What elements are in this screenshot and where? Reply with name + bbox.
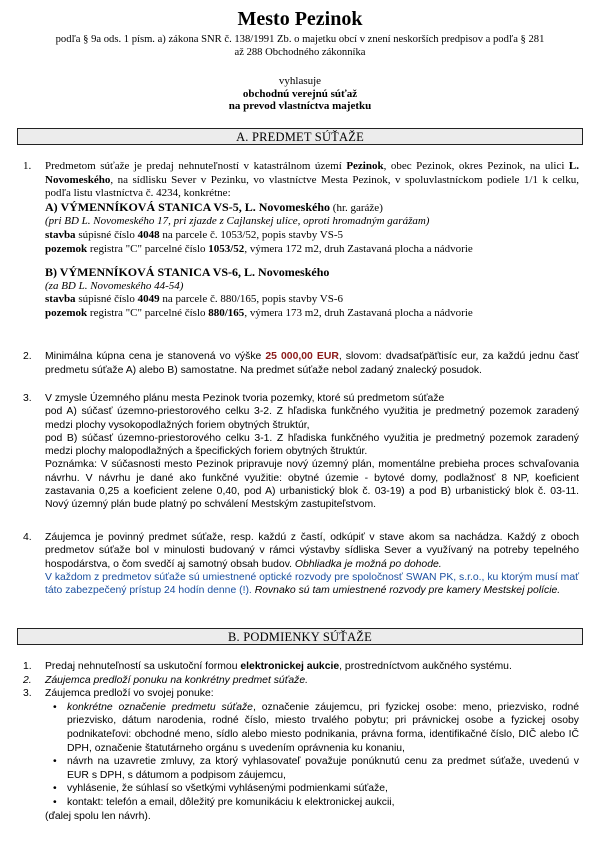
list-item [67,701,579,755]
stavba-number: 4049 [137,293,160,306]
legal-basis-line-2: až 288 Obchodného zákonníka [234,47,366,58]
item-text: Predaj nehnuteľností sa uskutoční formou [45,661,241,672]
item-number: 4. [23,532,32,543]
section-b-list [23,660,580,823]
section-a-item-3 [23,392,579,512]
section-a-item-4 [23,531,579,597]
section-b-item-1 [23,660,579,674]
zoning-note: Poznámka: V súčasnosti mesto Pezinok pripravuje nový územný plán, momentálne prebieha proces schvaľovania návrhu. V návrhu je dané ako funkčné využitie: obytné územie - bytové domy, podlažnosť 8 NP, koeficient zastavania 0,25 a koeficient zelene 0,40, pod A) urbanistický blok č. 03-19) a pod B) urbanistický blok č. 03-11. Nový územný plán bude platný po schválení Mestským zastupiteľstvom. [45,459,579,511]
property-b-location: (za BD L. Novomeského 44-54) [45,279,184,292]
bullet-text: kontakt: telefón a email, dôležitý pre komunikáciu k elektronickej aukcii, [67,796,395,808]
stavba-text: súpisné číslo [75,228,138,241]
bullet-text: vyhlásenie, že súhlasí so všetkými vyhlásenými podmienkami súťaže, [67,783,388,795]
cameras-note: Rovnako sú tam umiestnené rozvody pre kamery Mestskej polície. [251,585,561,597]
section-a-heading: A. PREDMET SÚŤAŽE [17,128,583,145]
item-number: 1. [23,661,32,672]
announce-competition: obchodnú verejnú súťaž [242,87,358,100]
list-item [67,782,579,796]
item-text: Záujemca predloží vo svojej ponuke: [45,688,214,700]
page-title: Mesto Pezinok [237,8,363,30]
property-a-heading: A) VÝMENNÍKOVÁ STANICA VS-5, L. Novomeského [45,199,331,214]
stavba-text: súpisné číslo [75,293,138,306]
pozemok-label: pozemok [45,242,88,255]
property-a-location: (pri BD L. Novomeského 17, pri zjazde z Cajlanskej ulice, oproti hromadným garážam) [45,215,430,228]
item-text: , na sídlisku Sever v Pezinku, vo vlastníctve Mesta Pezinok, v spoluvlastníckom podiele 1/1 k celku, podľa listu vlastníctva č. 4234, konkrétne: [45,173,579,200]
stavba-label: stavba [45,293,76,306]
item-number: 2. [23,351,32,362]
section-b-heading: B. PODMIENKY SÚŤAŽE [17,628,583,645]
item-number: 1. [23,160,32,172]
announce-subject: na prevod vlastníctva majetku [228,100,372,112]
auction-type: elektronickej aukcie [240,661,340,672]
zoning-b: pod B) súčasť územno-priestorového celku 3-1. Z hľadiska funkčného využitia je predmetný pozemok zaradený medzi plochy malopodlažných a špecifických foriem obytných štruktúr. [45,432,579,458]
stavba-label: stavba [45,228,76,241]
announce-verb: vyhlasuje [278,75,322,87]
item-text: Záujemca je povinný predmet súťaže, resp. každú z častí, odkúpiť v stave akom sa nachádza. Každý z oboch predmetov súťaže bol v minulosti budovaný v rámci výstavby sídliska Sever a využívaný na potreby tepelného hospodárstva, o čom svedčí aj samotný obsah budov. [45,532,579,570]
zoning-a: pod A) súčasť územno-priestorového celku 3-2. Z hľadiska funkčného využitia je predmetný pozemok zaradený medzi plochy vysokopodlažných foriem obytných štruktúr, [45,406,579,431]
inspection-note: Obhliadka je možná po dohode. [294,558,442,570]
stavba-number: 4048 [137,228,160,241]
pozemok-number: 880/165 [208,306,245,319]
pozemok-text: registra "C" parcelné číslo [87,242,209,255]
item-text: Záujemca predloží ponuku na konkrétny predmet súťaže. [45,674,309,686]
section-b-item-3 [23,687,579,701]
property-b-heading: B) VÝMENNÍKOVÁ STANICA VS-6, L. Novomeského [45,265,330,280]
street-name: L. Novomeského [45,160,580,186]
item-number: 3. [23,688,32,700]
stavba-text: na parcele č. 880/165, popis stavby VS-6 [159,293,343,306]
section-b-item-2 [23,674,579,688]
item-text: Minimálna kúpna cena je stanovená vo výške [45,351,266,362]
minimum-price: 25 000,00 EUR [265,351,339,362]
pozemok-text: , výmera 172 m2, druh Zastavaná plocha a nádvorie [244,242,473,255]
zoning-intro: V zmysle Územného plánu mesta Pezinok tvoria pozemky, ktoré sú predmetom súťaže [45,393,445,404]
legal-basis [30,33,570,59]
list-item [67,796,579,810]
pozemok-text: registra "C" parcelné číslo [87,306,209,319]
section-a-item-1 [23,160,580,321]
pozemok-label: pozemok [45,306,88,319]
list-tail: (ďalej spolu len návrh). [45,810,151,822]
item-text: , slovom: dvadsaťpäťtisíc eur, za každú jednu časť predmetu súťaže A) alebo B) samostatne. Na predmet súťaže nebol zadaný znalecký posudok. [45,351,579,376]
bullet-text: návrh na uzavretie zmluvy, za ktorý vyhlasovateľ považuje ponúknutú cenu za predmet súťaže, uvedenú v EUR s DPH, s dátumom a podpisom záujemcu, [67,756,579,781]
bullet-text: , označenie záujemcu, pri fyzickej osobe: meno, priezvisko, rodné priezvisko, dátum narodenia, rodné číslo, miesto trvalého pobytu; pri právnickej osobe a fyzickej osoby podnikateľovi: obchodné meno, sídlo alebo miesto podnikania, právna forma, identifikačné číslo, DIČ alebo IČ DPH, označenie štatutárneho orgánu s uvedením oprávnenia ku konaniu, [67,701,580,754]
pozemok-number: 1053/52 [208,242,245,255]
bullet-italic: konkrétne označenie predmetu súťaže [67,701,253,713]
item-number: 2. [23,674,32,686]
legal-basis-line-1: podľa § 9a ods. 1 písm. a) zákona SNR č. 138/1991 Zb. o majetku obcí v znení neskorších predpisov a podľa § 281 [55,34,545,45]
item-text: , obec Pezinok, okres Pezinok, na ulici [383,160,569,172]
item-text: , prostredníctvom aukčného systému. [339,661,512,672]
stavba-text: na parcele č. 1053/52, popis stavby VS-5 [159,228,343,241]
property-a-suffix: (hr. garáže) [330,201,383,214]
optical-cables-note: V každom z predmetov súťaže sú umiestnené optické rozvody pre spoločnosť SWAN PK, s.r.o., ku ktorým musí mať táto zabezpečený prístup 24 hodín denne (!). [45,571,579,597]
item-number: 3. [23,393,32,404]
section-a-item-2 [23,350,579,377]
pozemok-text: , výmera 173 m2, druh Zastavaná plocha a nádvorie [244,306,473,319]
announcement [0,75,600,113]
item-text: Predmetom súťaže je predaj nehnuteľností v katastrálnom území [45,160,347,172]
offer-requirements [27,701,579,810]
list-item [67,755,579,782]
cadastral-area: Pezinok [346,160,384,172]
